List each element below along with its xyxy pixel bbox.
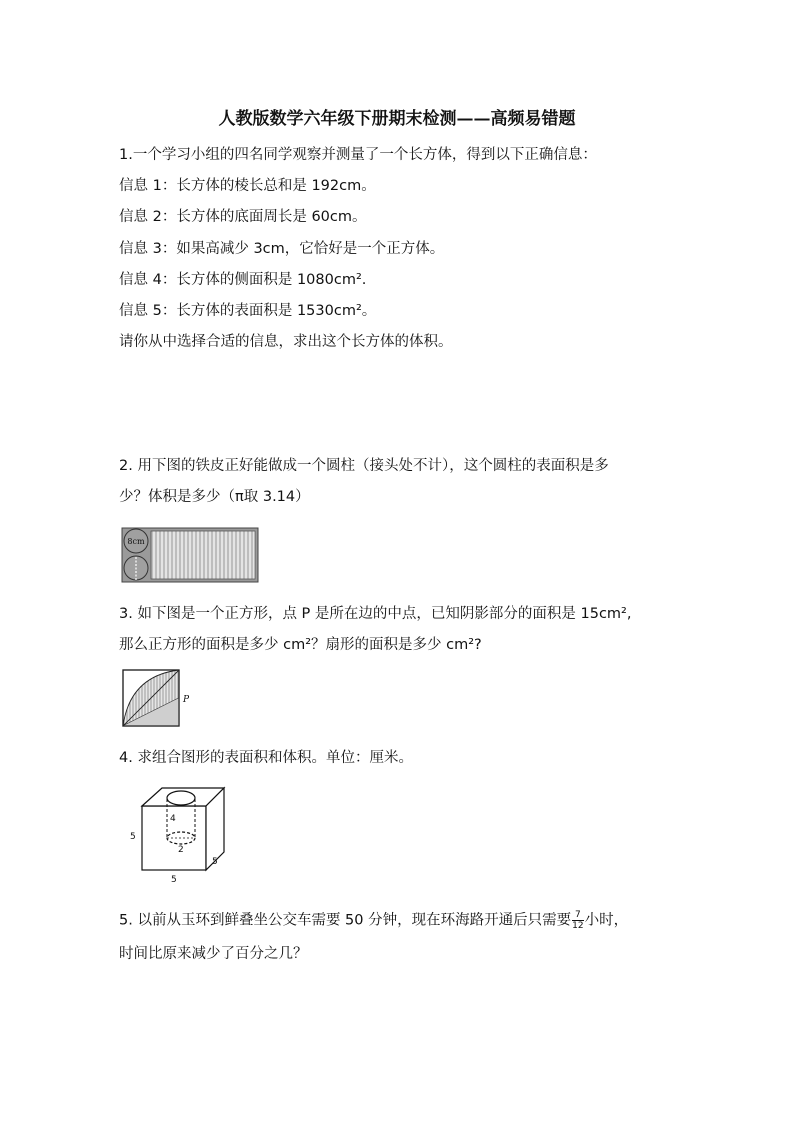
q3-point-p-label: P bbox=[183, 695, 190, 705]
q5-line-1-pre: 5. 以前从玉环到鲜叠坐公交车需要 50 分钟，现在环海路开通后只需要 bbox=[119, 912, 572, 929]
q5-fraction bbox=[572, 910, 583, 931]
q1-info-1: 信息 1：长方体的棱长总和是 192cm。 bbox=[119, 178, 376, 194]
q4-bottom-edge-label: 5 bbox=[171, 875, 177, 885]
q3-line-1: 3. 如下图是一个正方形，点 P 是所在边的中点，已知阴影部分的面积是 15cm², bbox=[119, 606, 632, 622]
page-title: 人教版数学六年级下册期末检测——高频易错题 bbox=[218, 109, 576, 129]
q1-info-4: 信息 4：长方体的侧面积是 1080cm². bbox=[119, 272, 367, 288]
q5-line-2: 时间比原来减少了百分之几？ bbox=[119, 946, 308, 962]
q2-line-2: 少？体积是多少（π取 3.14） bbox=[119, 489, 310, 505]
q1-info-3: 信息 3：如果高减少 3cm，它恰好是一个正方体。 bbox=[119, 241, 445, 257]
q1-info-2: 信息 2：长方体的底面周长是 60cm。 bbox=[119, 209, 367, 225]
q3-line-2: 那么正方形的面积是多少 cm²？扇形的面积是多少 cm²? bbox=[119, 637, 482, 653]
q4-cylinder-top bbox=[167, 791, 195, 805]
q3-square-figure bbox=[120, 668, 200, 730]
q2-rectangle-lateral bbox=[151, 531, 255, 579]
q4-height-label: 4 bbox=[170, 814, 176, 824]
q4-cube-cylinder-figure bbox=[126, 784, 226, 886]
q5-fraction-numerator: 7 bbox=[572, 910, 583, 921]
q4-line-1: 4. 求组合图形的表面积和体积。单位：厘米。 bbox=[119, 750, 413, 766]
q2-cylinder-net-figure bbox=[121, 527, 259, 583]
q4-right-edge-label: 5 bbox=[212, 857, 218, 867]
q5-fraction-denominator: 12 bbox=[572, 921, 584, 931]
q2-line-1: 2. 用下图的铁皮正好能做成一个圆柱（接头处不计），这个圆柱的表面积是多 bbox=[119, 458, 609, 474]
q2-diameter-label: 8cm bbox=[127, 537, 145, 546]
q4-left-edge-label: 5 bbox=[130, 832, 136, 842]
q5-line-1-post: 小时， bbox=[584, 912, 629, 929]
q1-intro: 1.一个学习小组的四名同学观察并测量了一个长方体，得到以下正确信息： bbox=[119, 147, 597, 163]
q5-line-1 bbox=[119, 910, 628, 931]
q4-diameter-label: 2 bbox=[178, 845, 184, 855]
q1-info-5: 信息 5：长方体的表面积是 1530cm²。 bbox=[119, 303, 377, 319]
q1-ask: 请你从中选择合适的信息，求出这个长方体的体积。 bbox=[119, 334, 453, 350]
